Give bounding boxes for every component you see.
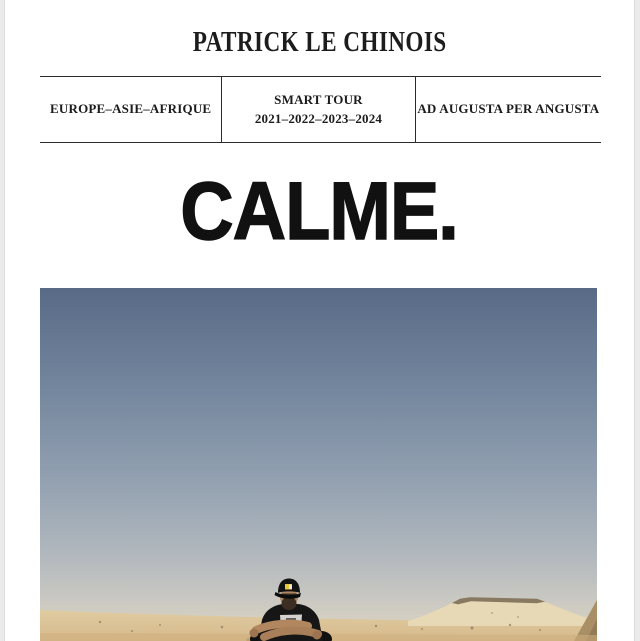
site-title[interactable] [5, 26, 634, 58]
beard [282, 597, 297, 610]
nav-item-motto-label: AD AUGUSTA PER ANGUSTA [417, 101, 600, 117]
nav-item-smart-tour[interactable] [221, 77, 414, 142]
nav-item-motto[interactable] [415, 77, 601, 142]
hero-heading [5, 166, 634, 257]
nav-item-regions[interactable] [40, 77, 221, 142]
header-nav [40, 76, 601, 143]
hero-heading-text: CALME. [180, 166, 459, 257]
sitting-man [246, 579, 332, 641]
cap-logo-detail [289, 585, 292, 589]
site-title-text: PATRICK LE CHINOIS [192, 26, 447, 58]
nav-item-smart-tour-years: 2021–2022–2023–2024 [254, 110, 383, 126]
nav-item-regions-label: EUROPE–ASIE–AFRIQUE [50, 101, 212, 117]
masthead [5, 26, 634, 58]
desert-photo-artwork [40, 288, 597, 641]
nav-item-smart-tour-label: SMART TOUR [274, 91, 363, 107]
desert-photo [40, 288, 597, 641]
hand-left [250, 629, 259, 638]
page-canvas [5, 0, 634, 641]
mesa-hill [408, 598, 597, 626]
hand-right [313, 631, 322, 640]
